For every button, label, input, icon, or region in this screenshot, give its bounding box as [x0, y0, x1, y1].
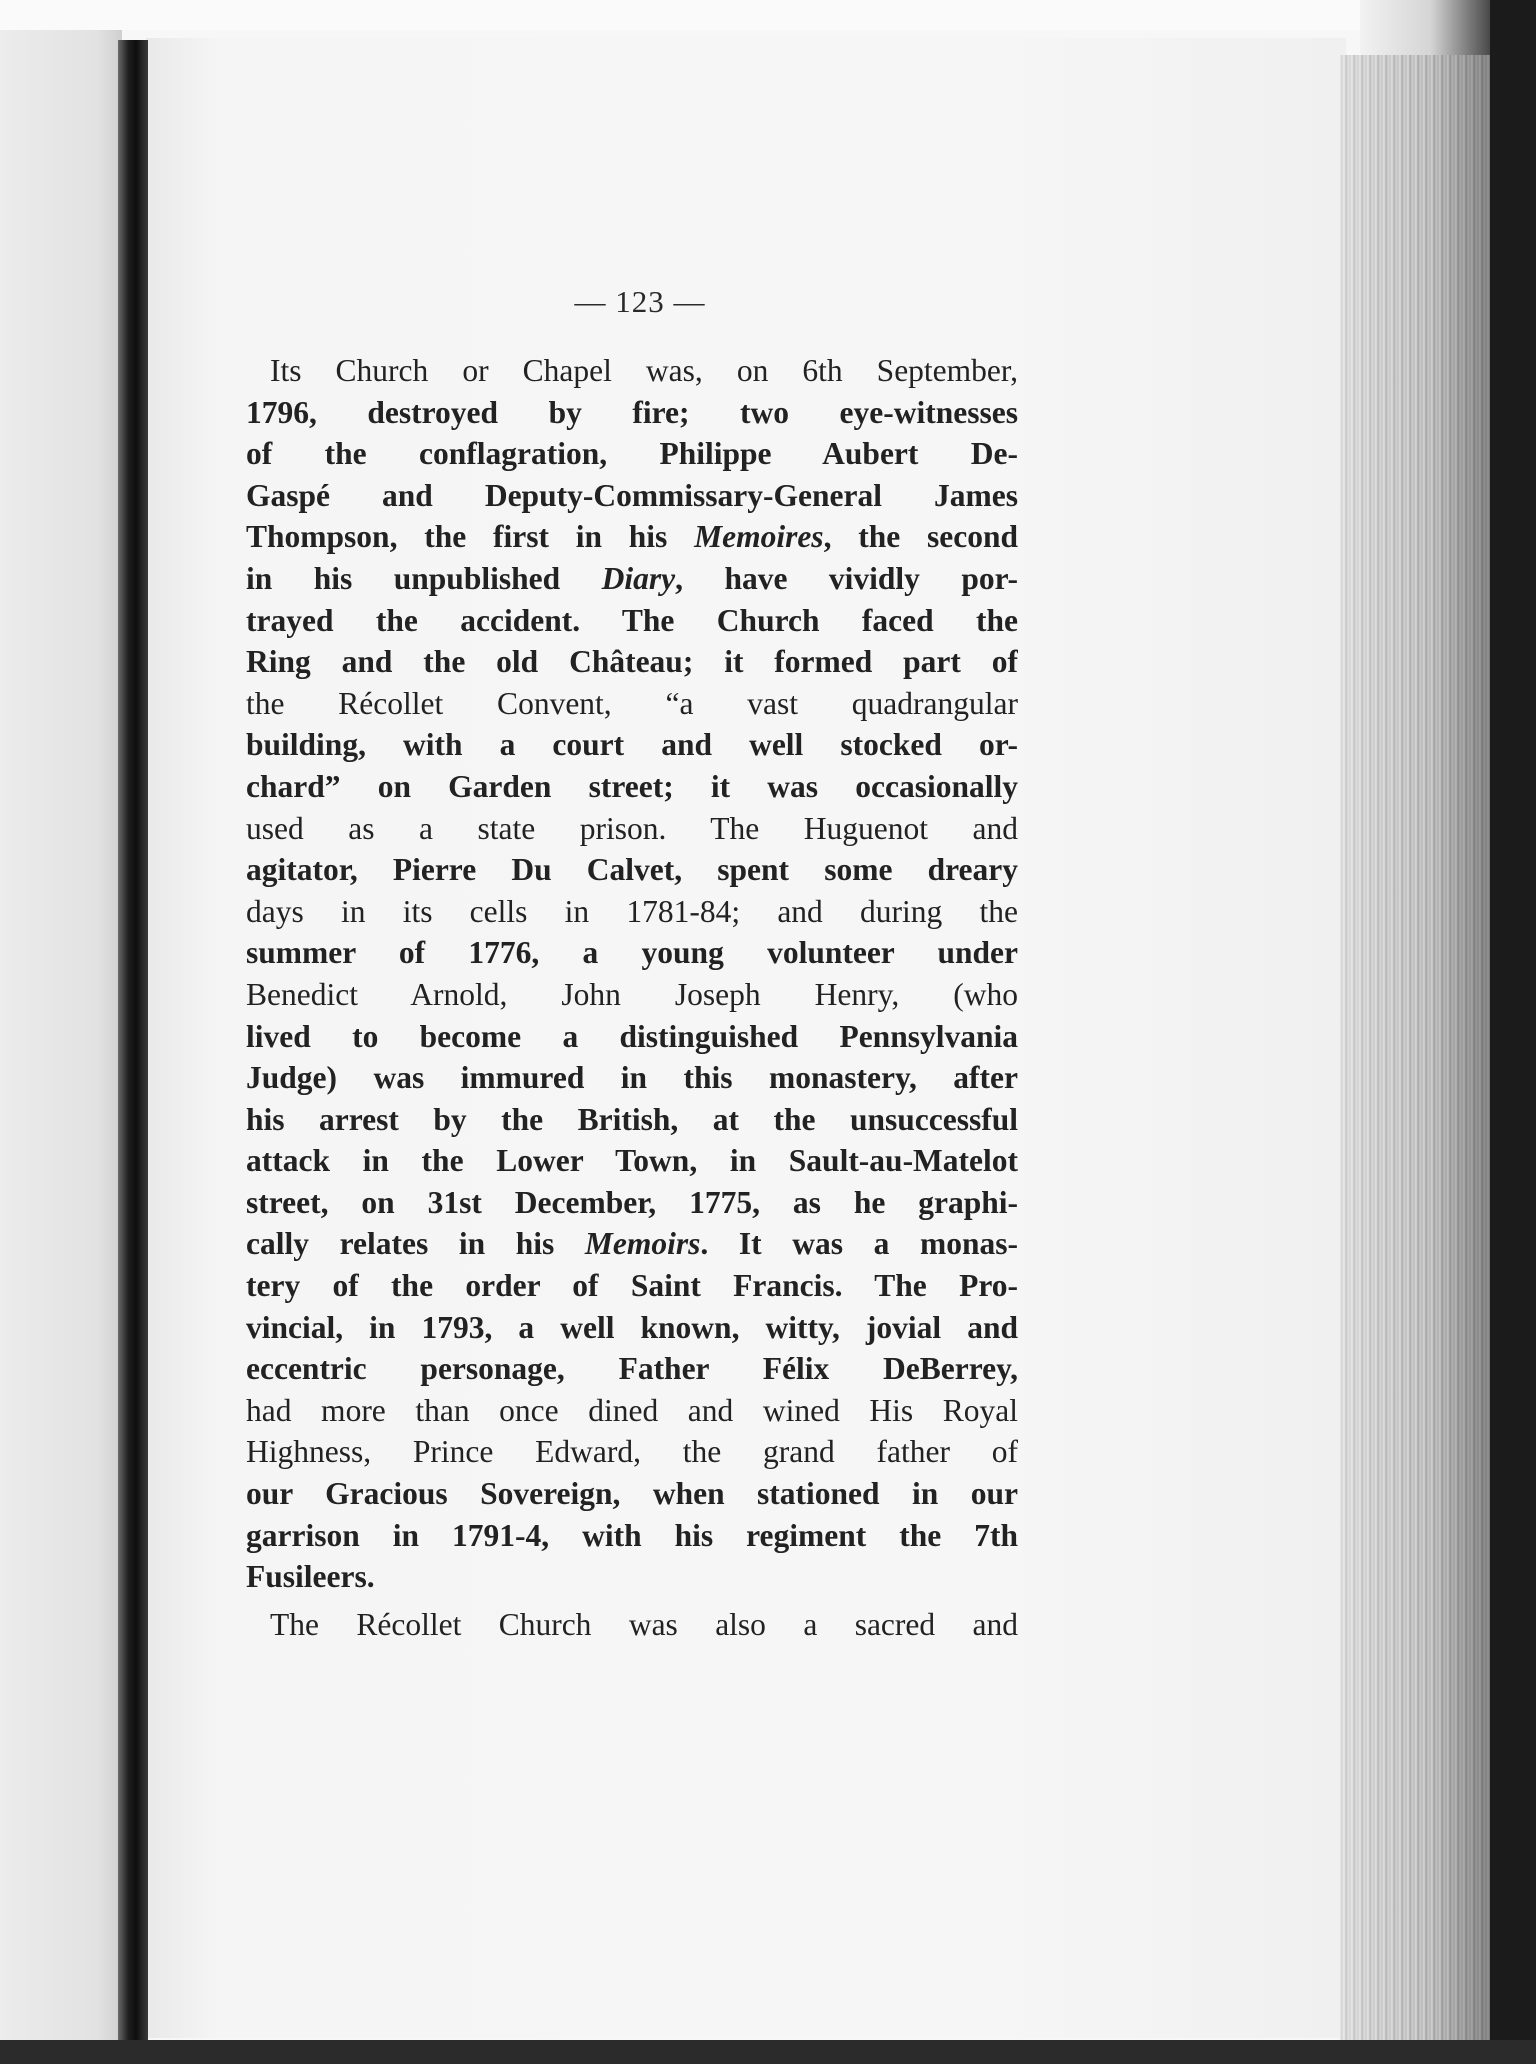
scan-top-margin — [0, 0, 1536, 30]
text-line: street, on 31st December, 1775, as he graphi- — [246, 1184, 1018, 1220]
text-line: garrison in 1791-4, with his regiment the 7th — [246, 1517, 1018, 1553]
text-line: Fusileers. — [246, 1559, 375, 1595]
text-line: building, with a court and well stocked or- — [246, 727, 1018, 763]
text-line: agitator, Pierre Du Calvet, spent some dreary — [246, 852, 1018, 888]
text-line: Ring and the old Château; it formed part of — [246, 644, 1018, 680]
text-line: his arrest by the British, at the unsuccessful — [246, 1101, 1018, 1137]
text-line: eccentric personage, Father Félix DeBerrey, — [246, 1351, 1018, 1387]
text-line: Judge) was immured in this monastery, after — [246, 1060, 1018, 1096]
text-line: The Récollet Church was also a sacred and — [270, 1606, 1018, 1642]
text-line: vincial, in 1793, a well known, witty, jovial and — [246, 1309, 1018, 1345]
text-line: days in its cells in 1781-84; and during the — [246, 893, 1018, 929]
text-line: trayed the accident. The Church faced the — [246, 602, 1018, 638]
text-line: tery of the order of Saint Francis. The Pro- — [246, 1268, 1018, 1304]
text-line: chard” on Garden street; it was occasionally — [246, 768, 1018, 804]
text-line: our Gracious Sovereign, when stationed in our — [246, 1476, 1018, 1512]
text-line: had more than once dined and wined His Royal — [246, 1392, 1018, 1428]
text-line: used as a state prison. The Huguenot and — [246, 810, 1018, 846]
text-line: Highness, Prince Edward, the grand father of — [246, 1434, 1018, 1470]
text-line: Thompson, the first in his Memoires, the second — [246, 519, 1018, 555]
left-page-edge — [0, 30, 122, 2040]
text-line: attack in the Lower Town, in Sault-au-Matelot — [246, 1143, 1018, 1179]
book-gutter — [118, 40, 148, 2040]
scan-right-background — [1490, 0, 1536, 2064]
italic-title: Memoires — [694, 519, 824, 555]
text-line: of the conflagration, Philippe Aubert De- — [246, 436, 1018, 472]
text-line: lived to become a distinguished Pennsylvania — [246, 1018, 1018, 1054]
page-stack-shade — [1340, 55, 1490, 2040]
text-line: Gaspé and Deputy-Commissary-General James — [246, 477, 1018, 513]
text-line: cally relates in his Memoirs. It was a monas- — [246, 1226, 1018, 1262]
page-number: — 123 — — [574, 284, 706, 319]
text-line: the Récollet Convent, “a vast quadrangular — [246, 685, 1018, 721]
italic-title: Diary — [601, 560, 676, 596]
text-line: summer of 1776, a young volunteer under — [246, 935, 1018, 971]
italic-title: Memoirs — [584, 1226, 701, 1262]
text-line: in his unpublished Diary, have vividly por- — [246, 560, 1018, 596]
text-line: Its Church or Chapel was, on 6th September, — [270, 353, 1018, 388]
body-text — [246, 350, 1018, 1645]
scan-bottom-background — [0, 2040, 1536, 2064]
text-line: Benedict Arnold, John Joseph Henry, (who — [246, 976, 1018, 1012]
text-line: 1796, destroyed by fire; two eye-witnesses — [246, 394, 1018, 430]
